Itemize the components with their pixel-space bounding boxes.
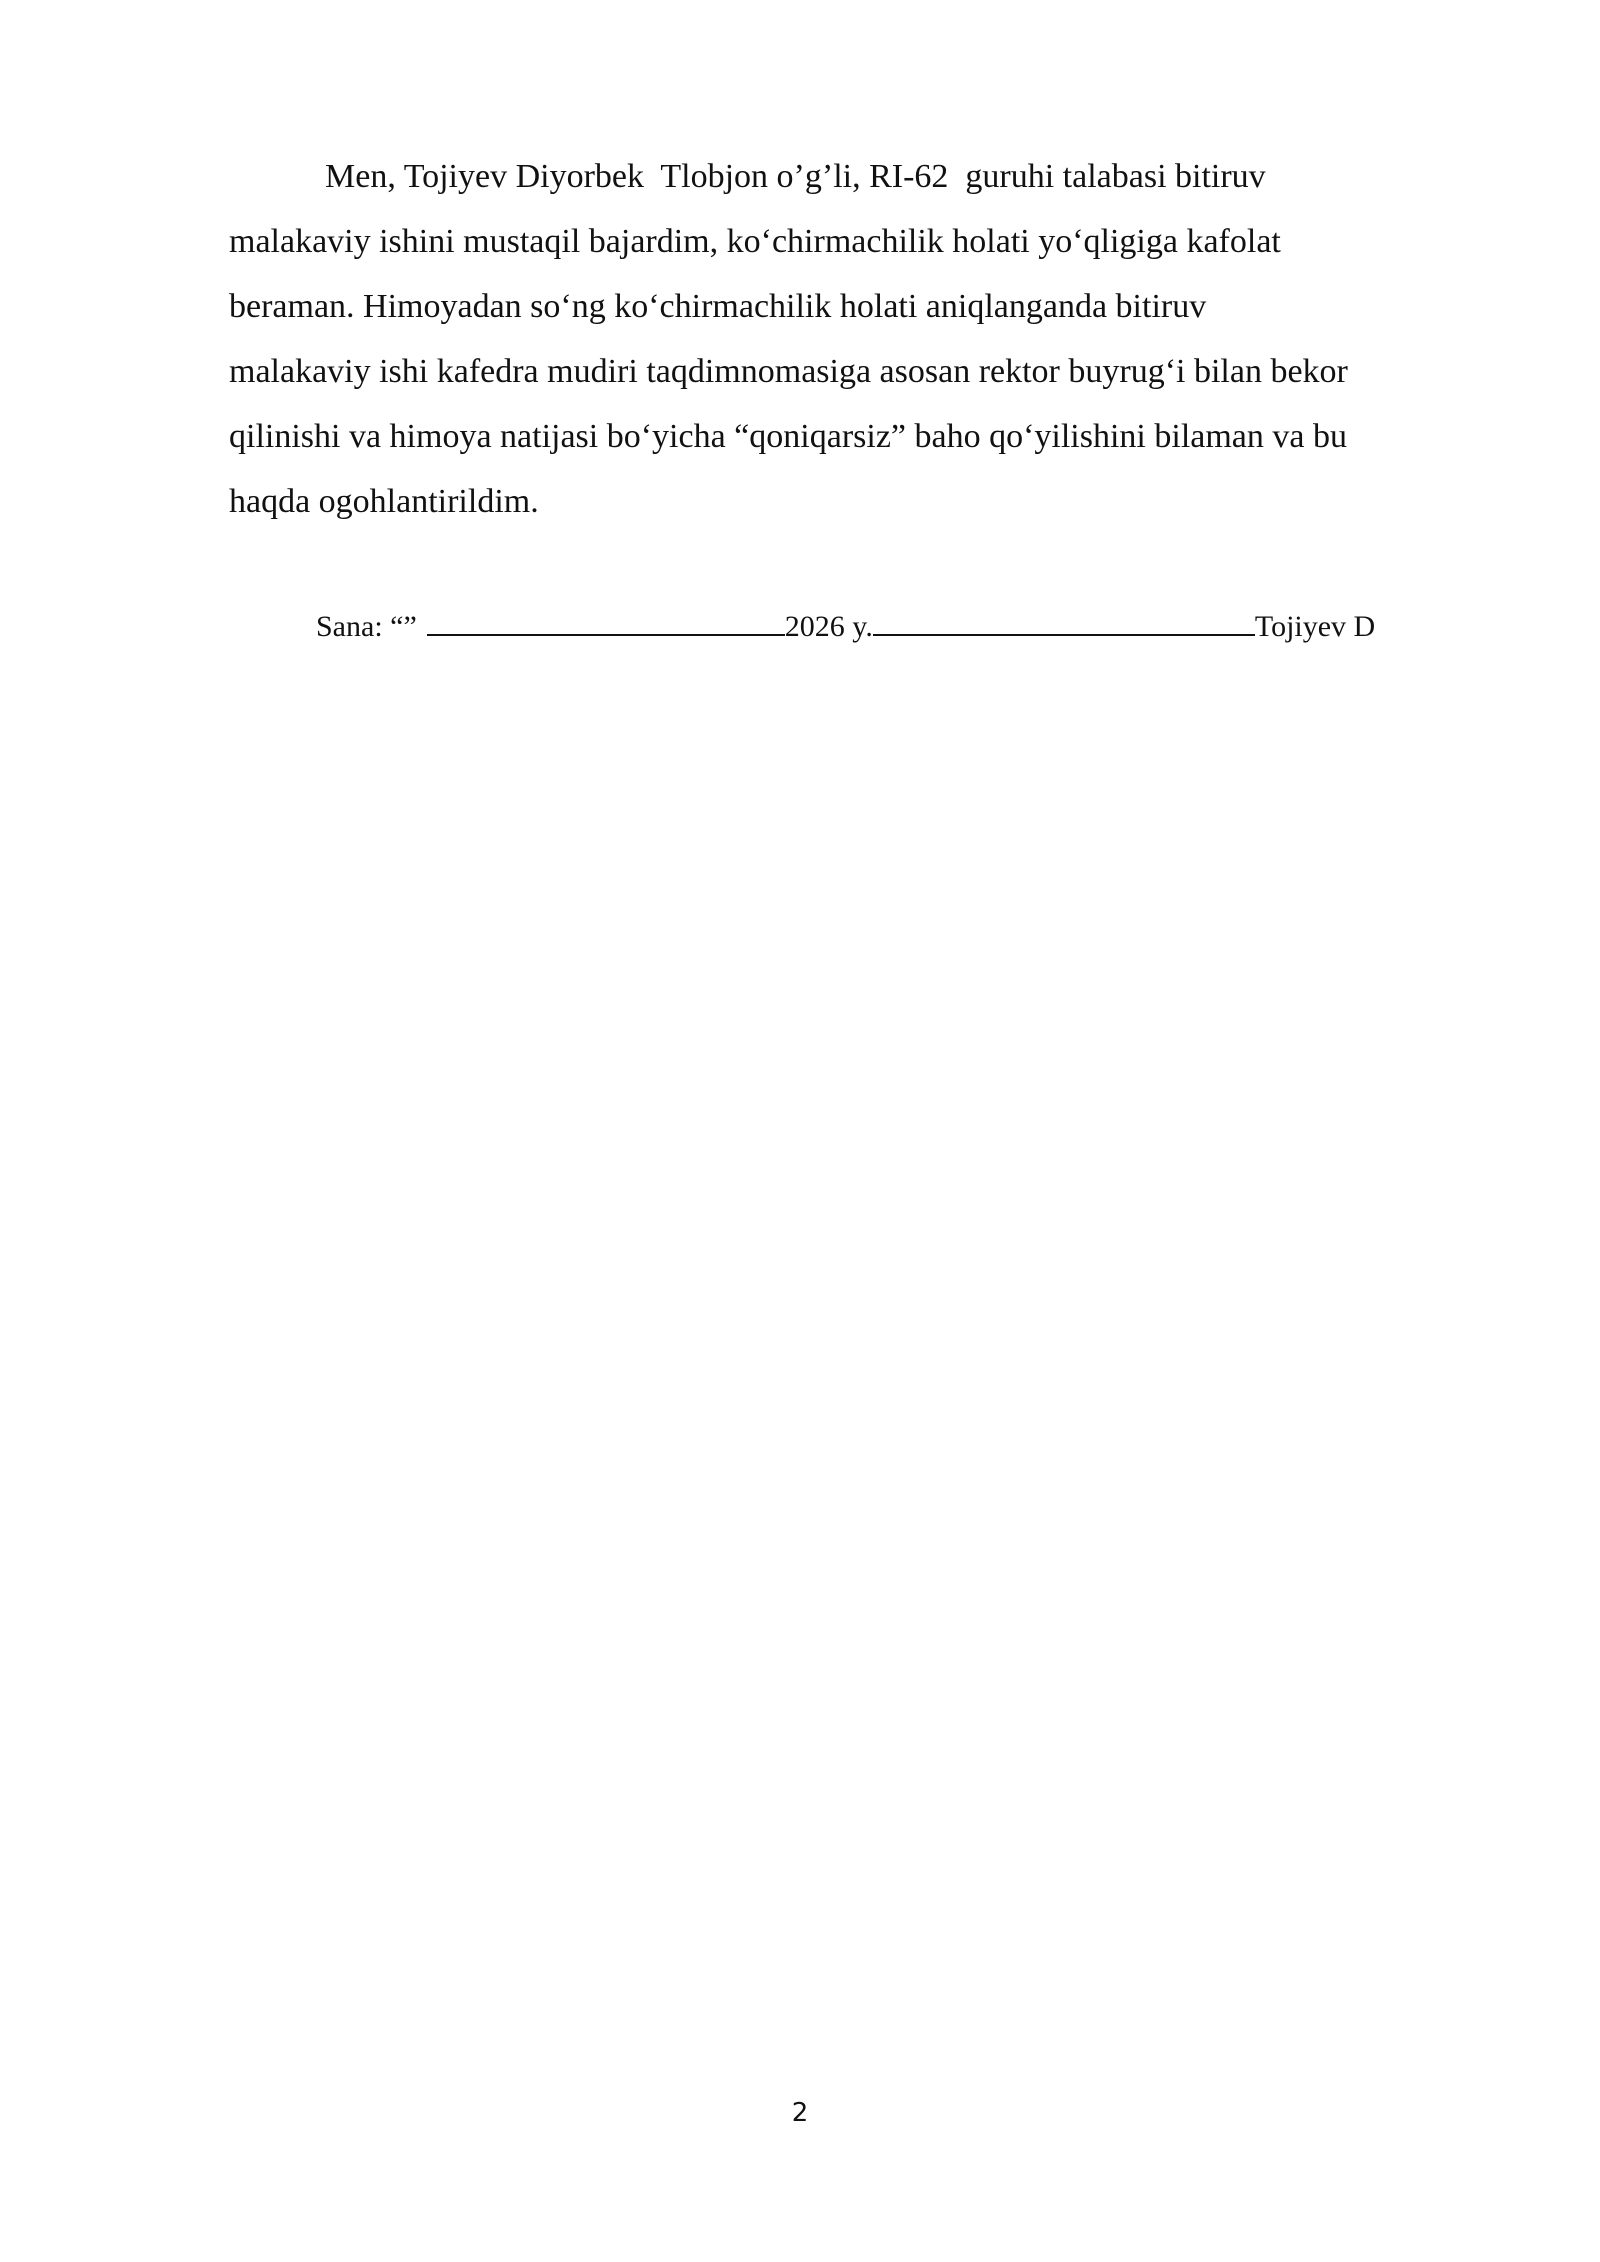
signer-name: Tojiyev D (1254, 610, 1376, 643)
date-label: Sana: “” (316, 610, 417, 643)
signature-blank-line (873, 604, 1255, 636)
paragraph-line: haqda ogohlantirildim. (229, 483, 539, 520)
declaration-paragraph (229, 144, 1529, 534)
year-label: 2026 y. (784, 610, 873, 643)
page-number: 2 (791, 2098, 809, 2128)
paragraph-line: malakaviy ishi kafedra mudiri taqdimnomasiga asosan rektor buyrug‘i bilan bekor (229, 353, 1348, 390)
paragraph-line: beraman. Himoyadan so‘ng ko‘chirmachilik holati aniqlanganda bitiruv (229, 288, 1207, 325)
signature-date-row (316, 604, 1375, 649)
paragraph-line: Men, Tojiyev Diyorbek Tlobjon o’g’li, RI-62 guruhi talabasi bitiruv (325, 158, 1266, 195)
paragraph-line: malakaviy ishini mustaqil bajardim, ko‘chirmachilik holati yo‘qligiga kafolat (229, 223, 1281, 260)
date-blank-line (427, 604, 785, 636)
paragraph-line: qilinishi va himoya natijasi bo‘yicha “qoniqarsiz” baho qo‘yilishini bilaman va bu (229, 418, 1347, 455)
